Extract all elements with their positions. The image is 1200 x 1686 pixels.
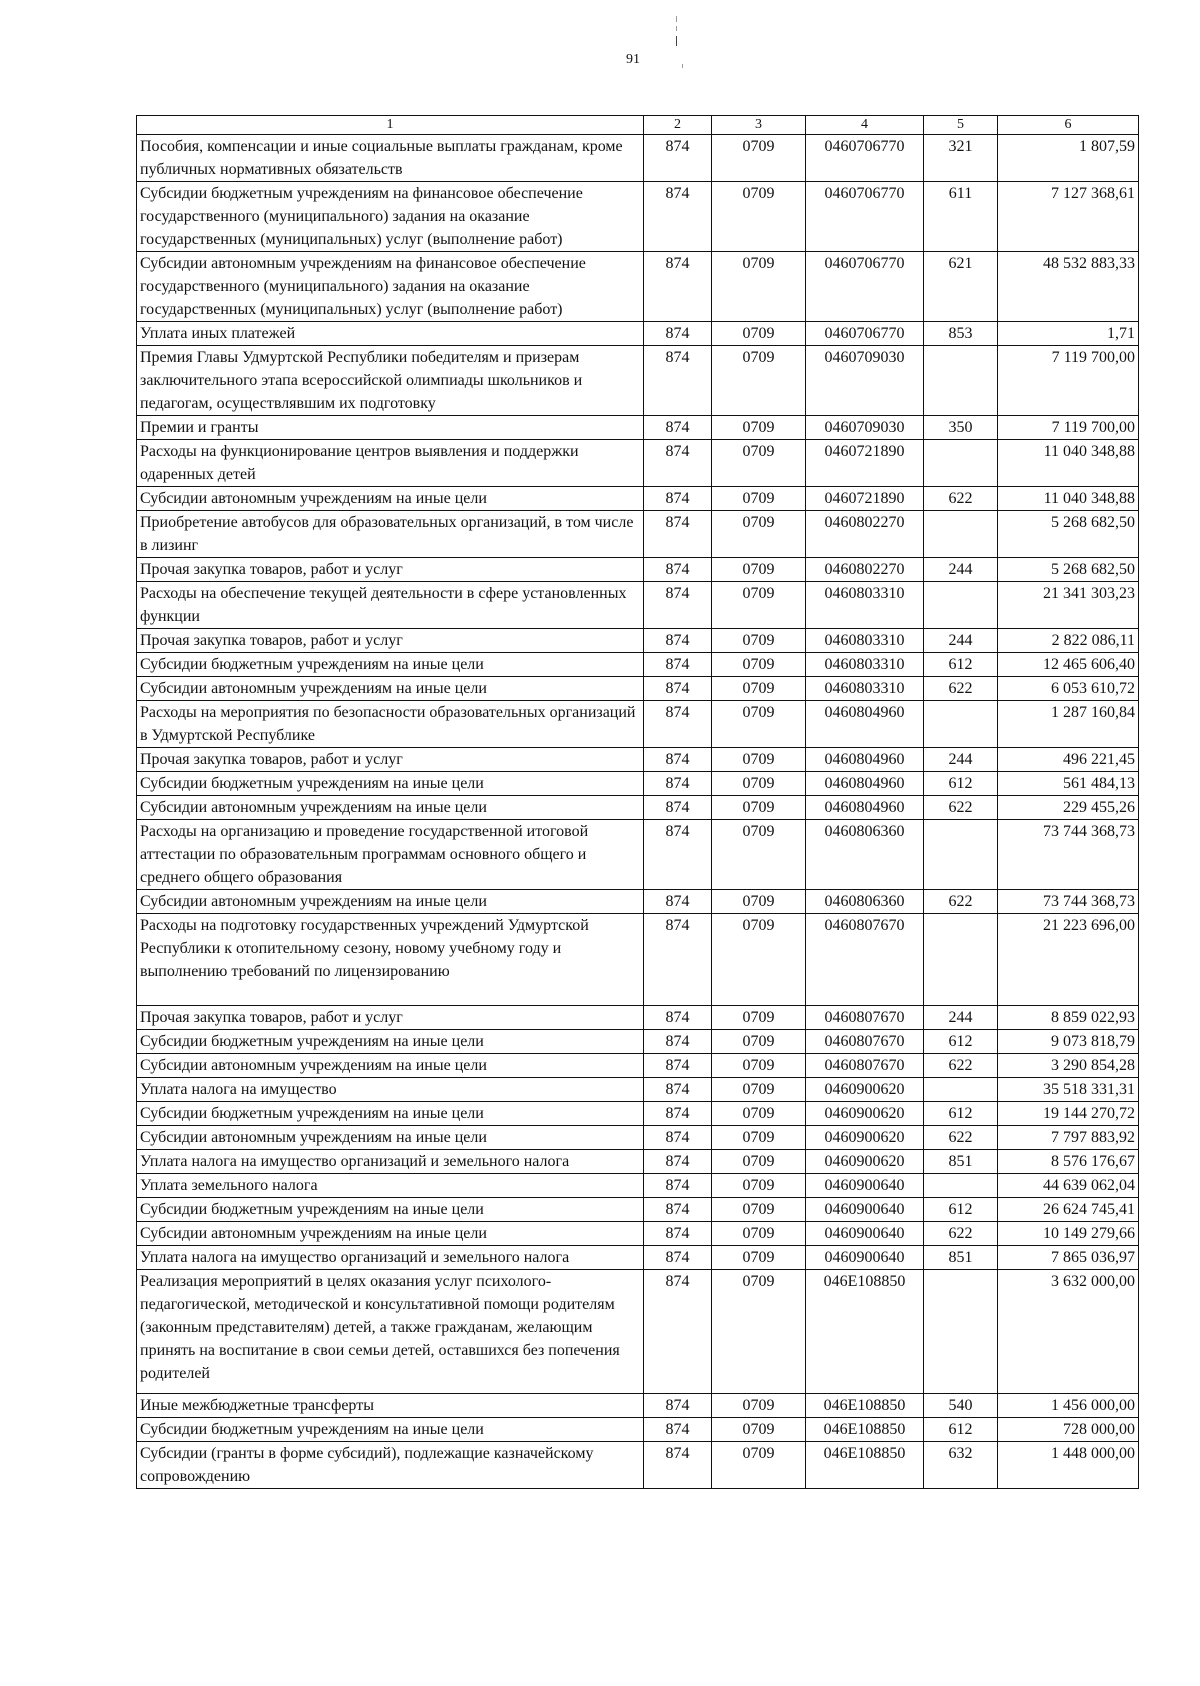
column-header: 6 <box>998 116 1139 135</box>
expense-name-cell: Премия Главы Удмуртской Республики победителям и призерам заключительного этапа всероссийской олимпиады школьников и педагогам, осуществлявшим их подготовку <box>137 346 644 416</box>
expense-type-cell: 244 <box>924 1006 998 1030</box>
expense-name-cell: Расходы на функционирование центров выявления и поддержки одаренных детей <box>137 440 644 487</box>
expense-type-cell: 612 <box>924 772 998 796</box>
target-article-cell: 0460721890 <box>806 487 924 511</box>
table-row <box>137 1078 1139 1102</box>
expense-type-cell: 350 <box>924 416 998 440</box>
table-row <box>137 135 1139 182</box>
ministry-code-cell: 874 <box>644 1174 712 1198</box>
target-article-cell: 0460804960 <box>806 796 924 820</box>
column-header: 5 <box>924 116 998 135</box>
amount-cell: 26 624 745,41 <box>998 1198 1139 1222</box>
expense-type-cell: 612 <box>924 653 998 677</box>
expense-name-cell: Уплата налога на имущество организаций и земельного налога <box>137 1150 644 1174</box>
target-article-cell: 0460802270 <box>806 511 924 558</box>
expense-type-cell: 622 <box>924 796 998 820</box>
table-row <box>137 511 1139 558</box>
target-article-cell: 0460804960 <box>806 701 924 748</box>
column-header: 4 <box>806 116 924 135</box>
expense-name-cell: Субсидии бюджетным учреждениям на финансовое обеспечение государственного (муниципального) задания на оказание государственных (муниципальных) услуг (выполнение работ) <box>137 182 644 252</box>
target-article-cell: 0460806360 <box>806 890 924 914</box>
section-code-cell: 0709 <box>712 1442 806 1489</box>
table-row <box>137 1006 1139 1030</box>
table-header-row <box>137 116 1139 135</box>
expense-type-cell: 622 <box>924 1126 998 1150</box>
expense-name-cell: Приобретение автобусов для образовательных организаций, в том числе в лизинг <box>137 511 644 558</box>
expense-type-cell: 321 <box>924 135 998 182</box>
expense-type-cell: 851 <box>924 1150 998 1174</box>
amount-cell: 2 822 086,11 <box>998 629 1139 653</box>
expense-name-cell: Субсидии бюджетным учреждениям на иные цели <box>137 1030 644 1054</box>
section-code-cell: 0709 <box>712 1174 806 1198</box>
section-code-cell: 0709 <box>712 1006 806 1030</box>
table-row <box>137 1394 1139 1418</box>
target-article-cell: 0460807670 <box>806 1030 924 1054</box>
amount-cell: 11 040 348,88 <box>998 487 1139 511</box>
expense-type-cell: 611 <box>924 182 998 252</box>
column-header: 3 <box>712 116 806 135</box>
expense-type-cell: 632 <box>924 1442 998 1489</box>
target-article-cell: 0460900620 <box>806 1102 924 1126</box>
table-row <box>137 1246 1139 1270</box>
section-code-cell: 0709 <box>712 252 806 322</box>
section-code-cell: 0709 <box>712 511 806 558</box>
target-article-cell: 0460900640 <box>806 1222 924 1246</box>
amount-cell: 48 532 883,33 <box>998 252 1139 322</box>
expense-name-cell: Субсидии бюджетным учреждениям на иные цели <box>137 1198 644 1222</box>
target-article-cell: 0460803310 <box>806 629 924 653</box>
target-article-cell: 0460807670 <box>806 1054 924 1078</box>
target-article-cell: 0460806360 <box>806 820 924 890</box>
ministry-code-cell: 874 <box>644 582 712 629</box>
amount-cell: 8 859 022,93 <box>998 1006 1139 1030</box>
ministry-code-cell: 874 <box>644 748 712 772</box>
ministry-code-cell: 874 <box>644 1198 712 1222</box>
table-row <box>137 1270 1139 1394</box>
section-code-cell: 0709 <box>712 914 806 1006</box>
expense-name-cell: Субсидии бюджетным учреждениям на иные цели <box>137 1102 644 1126</box>
table-row <box>137 322 1139 346</box>
amount-cell: 496 221,45 <box>998 748 1139 772</box>
ministry-code-cell: 874 <box>644 346 712 416</box>
ministry-code-cell: 874 <box>644 914 712 1006</box>
table-row <box>137 1054 1139 1078</box>
expense-name-cell: Субсидии автономным учреждениям на иные цели <box>137 890 644 914</box>
scan-artifact <box>676 26 677 31</box>
table-row <box>137 1174 1139 1198</box>
expense-type-cell: 612 <box>924 1198 998 1222</box>
ministry-code-cell: 874 <box>644 1418 712 1442</box>
target-article-cell: 0460804960 <box>806 772 924 796</box>
ministry-code-cell: 874 <box>644 322 712 346</box>
table-row <box>137 1030 1139 1054</box>
table-row <box>137 1150 1139 1174</box>
section-code-cell: 0709 <box>712 135 806 182</box>
section-code-cell: 0709 <box>712 1054 806 1078</box>
section-code-cell: 0709 <box>712 1102 806 1126</box>
target-article-cell: 046E108850 <box>806 1418 924 1442</box>
section-code-cell: 0709 <box>712 677 806 701</box>
section-code-cell: 0709 <box>712 1078 806 1102</box>
ministry-code-cell: 874 <box>644 416 712 440</box>
ministry-code-cell: 874 <box>644 1030 712 1054</box>
expense-name-cell: Реализация мероприятий в целях оказания услуг психолого-педагогической, методической и консультативной помощи родителям (законным представителям) детей, а также гражданам, желающим принять на воспитание в свои семьи детей, оставшихся без попечения родителей <box>137 1270 644 1394</box>
page-number: 91 <box>626 52 640 67</box>
table-row <box>137 748 1139 772</box>
table-row <box>137 701 1139 748</box>
ministry-code-cell: 874 <box>644 890 712 914</box>
section-code-cell: 0709 <box>712 1418 806 1442</box>
target-article-cell: 0460804960 <box>806 748 924 772</box>
expense-type-cell: 622 <box>924 890 998 914</box>
target-article-cell: 0460706770 <box>806 182 924 252</box>
target-article-cell: 0460803310 <box>806 582 924 629</box>
amount-cell: 11 040 348,88 <box>998 440 1139 487</box>
target-article-cell: 046E108850 <box>806 1270 924 1394</box>
ministry-code-cell: 874 <box>644 511 712 558</box>
amount-cell: 7 797 883,92 <box>998 1126 1139 1150</box>
expense-name-cell: Уплата налога на имущество организаций и земельного налога <box>137 1246 644 1270</box>
amount-cell: 5 268 682,50 <box>998 558 1139 582</box>
amount-cell: 10 149 279,66 <box>998 1222 1139 1246</box>
amount-cell: 21 223 696,00 <box>998 914 1139 1006</box>
ministry-code-cell: 874 <box>644 1006 712 1030</box>
expense-name-cell: Субсидии автономным учреждениям на иные цели <box>137 1054 644 1078</box>
scan-artifact <box>676 16 677 22</box>
amount-cell: 6 053 610,72 <box>998 677 1139 701</box>
ministry-code-cell: 874 <box>644 701 712 748</box>
expense-type-cell <box>924 346 998 416</box>
expense-name-cell: Расходы на обеспечение текущей деятельности в сфере установленных функции <box>137 582 644 629</box>
table-row <box>137 1442 1139 1489</box>
table-row <box>137 582 1139 629</box>
section-code-cell: 0709 <box>712 416 806 440</box>
section-code-cell: 0709 <box>712 322 806 346</box>
target-article-cell: 0460900620 <box>806 1078 924 1102</box>
table-row <box>137 914 1139 1006</box>
table-row <box>137 677 1139 701</box>
expense-type-cell: 612 <box>924 1102 998 1126</box>
expense-name-cell: Пособия, компенсации и иные социальные выплаты гражданам, кроме публичных нормативных обязательств <box>137 135 644 182</box>
expense-name-cell: Субсидии автономным учреждениям на иные цели <box>137 1126 644 1150</box>
section-code-cell: 0709 <box>712 629 806 653</box>
table-row <box>137 487 1139 511</box>
expense-name-cell: Уплата земельного налога <box>137 1174 644 1198</box>
section-code-cell: 0709 <box>712 1126 806 1150</box>
ministry-code-cell: 874 <box>644 440 712 487</box>
table-row <box>137 890 1139 914</box>
expense-type-cell <box>924 440 998 487</box>
column-header: 2 <box>644 116 712 135</box>
expense-type-cell <box>924 1270 998 1394</box>
amount-cell: 1 456 000,00 <box>998 1394 1139 1418</box>
ministry-code-cell: 874 <box>644 1078 712 1102</box>
expense-type-cell: 612 <box>924 1030 998 1054</box>
ministry-code-cell: 874 <box>644 182 712 252</box>
expense-name-cell: Прочая закупка товаров, работ и услуг <box>137 1006 644 1030</box>
target-article-cell: 0460900640 <box>806 1246 924 1270</box>
scan-artifact <box>676 36 677 46</box>
ministry-code-cell: 874 <box>644 1394 712 1418</box>
expense-type-cell <box>924 1078 998 1102</box>
table-row <box>137 653 1139 677</box>
ministry-code-cell: 874 <box>644 1442 712 1489</box>
expense-name-cell: Расходы на организацию и проведение государственной итоговой аттестации по образовательным программам основного общего и среднего общего образования <box>137 820 644 890</box>
table-row <box>137 1222 1139 1246</box>
section-code-cell: 0709 <box>712 1222 806 1246</box>
target-article-cell: 046E108850 <box>806 1442 924 1489</box>
amount-cell: 35 518 331,31 <box>998 1078 1139 1102</box>
column-header: 1 <box>137 116 644 135</box>
amount-cell: 44 639 062,04 <box>998 1174 1139 1198</box>
section-code-cell: 0709 <box>712 1150 806 1174</box>
table-row <box>137 346 1139 416</box>
amount-cell: 73 744 368,73 <box>998 820 1139 890</box>
target-article-cell: 0460706770 <box>806 252 924 322</box>
target-article-cell: 0460807670 <box>806 914 924 1006</box>
amount-cell: 1 448 000,00 <box>998 1442 1139 1489</box>
table-row <box>137 440 1139 487</box>
expense-type-cell <box>924 914 998 1006</box>
target-article-cell: 0460900640 <box>806 1198 924 1222</box>
amount-cell: 21 341 303,23 <box>998 582 1139 629</box>
expense-name-cell: Прочая закупка товаров, работ и услуг <box>137 629 644 653</box>
amount-cell: 8 576 176,67 <box>998 1150 1139 1174</box>
amount-cell: 5 268 682,50 <box>998 511 1139 558</box>
target-article-cell: 0460900620 <box>806 1150 924 1174</box>
amount-cell: 9 073 818,79 <box>998 1030 1139 1054</box>
section-code-cell: 0709 <box>712 1270 806 1394</box>
expense-type-cell: 622 <box>924 487 998 511</box>
table-row <box>137 1198 1139 1222</box>
expense-name-cell: Прочая закупка товаров, работ и услуг <box>137 748 644 772</box>
amount-cell: 3 632 000,00 <box>998 1270 1139 1394</box>
ministry-code-cell: 874 <box>644 1150 712 1174</box>
table-row <box>137 182 1139 252</box>
section-code-cell: 0709 <box>712 1198 806 1222</box>
expense-type-cell: 244 <box>924 748 998 772</box>
amount-cell: 561 484,13 <box>998 772 1139 796</box>
expense-type-cell: 612 <box>924 1418 998 1442</box>
target-article-cell: 0460900620 <box>806 1126 924 1150</box>
target-article-cell: 0460803310 <box>806 677 924 701</box>
section-code-cell: 0709 <box>712 1394 806 1418</box>
expense-name-cell: Субсидии (гранты в форме субсидий), подлежащие казначейскому сопровождению <box>137 1442 644 1489</box>
expense-name-cell: Субсидии автономным учреждениям на иные цели <box>137 677 644 701</box>
ministry-code-cell: 874 <box>644 1222 712 1246</box>
section-code-cell: 0709 <box>712 796 806 820</box>
target-article-cell: 0460802270 <box>806 558 924 582</box>
section-code-cell: 0709 <box>712 346 806 416</box>
expense-type-cell: 622 <box>924 677 998 701</box>
section-code-cell: 0709 <box>712 1030 806 1054</box>
table-row <box>137 252 1139 322</box>
ministry-code-cell: 874 <box>644 653 712 677</box>
amount-cell: 728 000,00 <box>998 1418 1139 1442</box>
expense-name-cell: Субсидии автономным учреждениям на иные цели <box>137 487 644 511</box>
amount-cell: 12 465 606,40 <box>998 653 1139 677</box>
amount-cell: 7 119 700,00 <box>998 346 1139 416</box>
table-row <box>137 820 1139 890</box>
budget-table <box>136 115 1139 1489</box>
section-code-cell: 0709 <box>712 748 806 772</box>
expense-type-cell <box>924 582 998 629</box>
expense-name-cell: Прочая закупка товаров, работ и услуг <box>137 558 644 582</box>
amount-cell: 229 455,26 <box>998 796 1139 820</box>
expense-name-cell: Субсидии автономным учреждениям на иные цели <box>137 1222 644 1246</box>
ministry-code-cell: 874 <box>644 772 712 796</box>
target-article-cell: 0460706770 <box>806 322 924 346</box>
amount-cell: 1,71 <box>998 322 1139 346</box>
expense-name-cell: Субсидии бюджетным учреждениям на иные цели <box>137 653 644 677</box>
section-code-cell: 0709 <box>712 182 806 252</box>
table-row <box>137 1126 1139 1150</box>
amount-cell: 1 807,59 <box>998 135 1139 182</box>
section-code-cell: 0709 <box>712 487 806 511</box>
ministry-code-cell: 874 <box>644 487 712 511</box>
expense-type-cell <box>924 820 998 890</box>
amount-cell: 7 127 368,61 <box>998 182 1139 252</box>
table-row <box>137 1102 1139 1126</box>
ministry-code-cell: 874 <box>644 252 712 322</box>
section-code-cell: 0709 <box>712 582 806 629</box>
target-article-cell: 0460709030 <box>806 416 924 440</box>
section-code-cell: 0709 <box>712 653 806 677</box>
amount-cell: 7 865 036,97 <box>998 1246 1139 1270</box>
table-row <box>137 1418 1139 1442</box>
ministry-code-cell: 874 <box>644 796 712 820</box>
expense-type-cell: 622 <box>924 1222 998 1246</box>
ministry-code-cell: 874 <box>644 629 712 653</box>
target-article-cell: 0460900640 <box>806 1174 924 1198</box>
table-row <box>137 796 1139 820</box>
ministry-code-cell: 874 <box>644 1270 712 1394</box>
table-row <box>137 416 1139 440</box>
expense-type-cell: 244 <box>924 558 998 582</box>
expense-type-cell: 853 <box>924 322 998 346</box>
expense-type-cell <box>924 701 998 748</box>
amount-cell: 7 119 700,00 <box>998 416 1139 440</box>
amount-cell: 73 744 368,73 <box>998 890 1139 914</box>
section-code-cell: 0709 <box>712 820 806 890</box>
expense-type-cell: 540 <box>924 1394 998 1418</box>
expense-name-cell: Иные межбюджетные трансферты <box>137 1394 644 1418</box>
section-code-cell: 0709 <box>712 558 806 582</box>
amount-cell: 3 290 854,28 <box>998 1054 1139 1078</box>
section-code-cell: 0709 <box>712 1246 806 1270</box>
expense-name-cell: Субсидии бюджетным учреждениям на иные цели <box>137 772 644 796</box>
table-row <box>137 772 1139 796</box>
expense-type-cell: 621 <box>924 252 998 322</box>
expense-name-cell: Премии и гранты <box>137 416 644 440</box>
ministry-code-cell: 874 <box>644 677 712 701</box>
target-article-cell: 0460721890 <box>806 440 924 487</box>
expense-name-cell: Субсидии автономным учреждениям на финансовое обеспечение государственного (муниципального) задания на оказание государственных (муниципальных) услуг (выполнение работ) <box>137 252 644 322</box>
ministry-code-cell: 874 <box>644 1246 712 1270</box>
target-article-cell: 0460709030 <box>806 346 924 416</box>
section-code-cell: 0709 <box>712 890 806 914</box>
ministry-code-cell: 874 <box>644 558 712 582</box>
ministry-code-cell: 874 <box>644 1102 712 1126</box>
table-row <box>137 558 1139 582</box>
amount-cell: 1 287 160,84 <box>998 701 1139 748</box>
expense-type-cell <box>924 1174 998 1198</box>
amount-cell: 19 144 270,72 <box>998 1102 1139 1126</box>
ministry-code-cell: 874 <box>644 820 712 890</box>
ministry-code-cell: 874 <box>644 1054 712 1078</box>
expense-name-cell: Уплата иных платежей <box>137 322 644 346</box>
ministry-code-cell: 874 <box>644 135 712 182</box>
ministry-code-cell: 874 <box>644 1126 712 1150</box>
expense-type-cell: 622 <box>924 1054 998 1078</box>
target-article-cell: 0460807670 <box>806 1006 924 1030</box>
expense-type-cell: 244 <box>924 629 998 653</box>
expense-type-cell <box>924 511 998 558</box>
expense-name-cell: Субсидии бюджетным учреждениям на иные цели <box>137 1418 644 1442</box>
target-article-cell: 0460706770 <box>806 135 924 182</box>
table-row <box>137 629 1139 653</box>
target-article-cell: 046E108850 <box>806 1394 924 1418</box>
section-code-cell: 0709 <box>712 440 806 487</box>
expense-type-cell: 851 <box>924 1246 998 1270</box>
section-code-cell: 0709 <box>712 772 806 796</box>
section-code-cell: 0709 <box>712 701 806 748</box>
expense-name-cell: Уплата налога на имущество <box>137 1078 644 1102</box>
expense-name-cell: Субсидии автономным учреждениям на иные цели <box>137 796 644 820</box>
target-article-cell: 0460803310 <box>806 653 924 677</box>
expense-name-cell: Расходы на подготовку государственных учреждений Удмуртской Республики к отопительному сезону, новому учебному году и выполнению требований по лицензированию <box>137 914 644 1006</box>
expense-name-cell: Расходы на мероприятия по безопасности образовательных организаций в Удмуртской Республике <box>137 701 644 748</box>
